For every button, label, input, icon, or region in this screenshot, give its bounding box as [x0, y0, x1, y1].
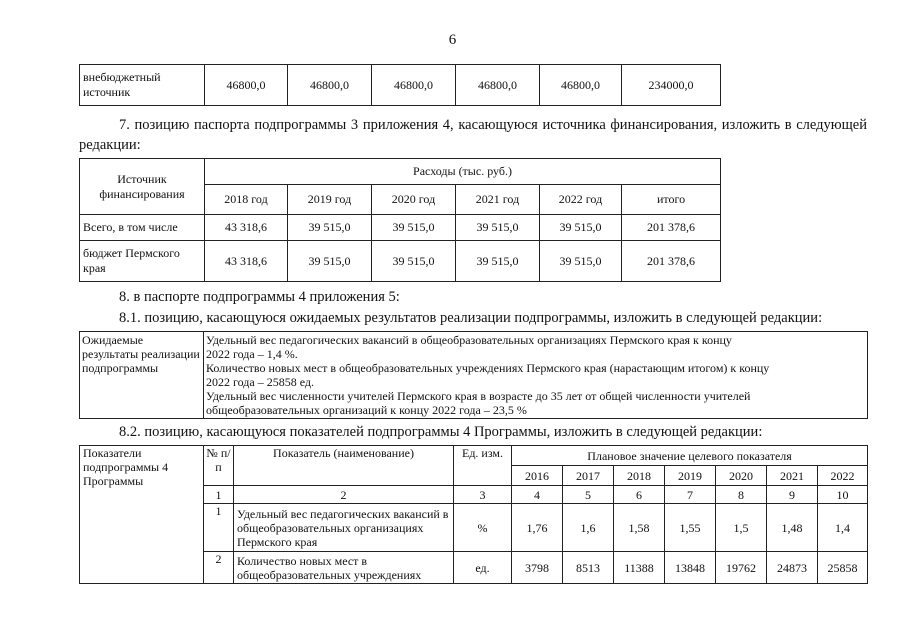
paragraph-7: 7. позицию паспорта подпрограммы 3 приложения 4, касающуюся источника финансирования, изложить в следующей редакции:: [79, 117, 867, 153]
table-cell: 39 515,0: [288, 241, 372, 282]
result-line: Количество новых мест в общеобразовательных учреждениях Пермского края (нарастающим итогом) к концу: [206, 361, 770, 375]
unit-cell: %: [454, 504, 512, 552]
header-year: 2019: [665, 466, 716, 486]
header-year: 2022: [818, 466, 868, 486]
table-cell: 39 515,0: [372, 215, 456, 241]
indicator-name: Количество новых мест в общеобразовательных учреждениях: [234, 552, 454, 584]
table-cell: 39 515,0: [456, 241, 540, 282]
row-label: внебюджетный источник: [80, 65, 205, 106]
table-cell: 234000,0: [622, 65, 721, 106]
table-cell: 39 515,0: [540, 241, 622, 282]
header-unit: Ед. изм.: [454, 446, 512, 486]
table-cell: 46800,0: [456, 65, 540, 106]
table-cell: 39 515,0: [456, 215, 540, 241]
table-cell: 19762: [716, 552, 767, 584]
column-number: 9: [767, 486, 818, 504]
header-plan: Плановое значение целевого показателя: [512, 446, 868, 466]
header-year: 2019 год: [288, 185, 372, 215]
result-line: Удельный вес педагогических вакансий в общеобразовательных организациях Пермского края к концу: [206, 333, 732, 347]
result-line: общеобразовательных организаций к концу 2022 года – 23,5 %: [206, 403, 527, 417]
table-cell: 1,76: [512, 504, 563, 552]
header-year: 2020 год: [372, 185, 456, 215]
result-line: 2022 года – 1,4 %.: [206, 347, 298, 361]
column-number: 6: [614, 486, 665, 504]
table-cell: 1,4: [818, 504, 868, 552]
header-indicators: Показатели подпрограммы 4 Программы: [80, 446, 204, 584]
expected-results-table: [79, 331, 868, 419]
row-label: бюджет Пермского края: [80, 241, 205, 282]
unit-cell: ед.: [454, 552, 512, 584]
row-number: 2: [204, 552, 234, 584]
table-cell: 1,5: [716, 504, 767, 552]
table-cell: 43 318,6: [205, 241, 288, 282]
paragraph-8-1: 8.1. позицию, касающуюся ожидаемых результатов реализации подпрограммы, изложить в следующей редакции:: [119, 310, 823, 326]
table-cell: 43 318,6: [205, 215, 288, 241]
table-cell: 3798: [512, 552, 563, 584]
column-number: 3: [454, 486, 512, 504]
header-total: итого: [622, 185, 721, 215]
paragraph-8-2: 8.2. позицию, касающуюся показателей подпрограммы 4 Программы, изложить в следующей редакции:: [119, 424, 763, 440]
row-label: Всего, в том числе: [80, 215, 205, 241]
header-num: № п/п: [204, 446, 234, 486]
table-cell: 1,58: [614, 504, 665, 552]
header-year: 2021 год: [456, 185, 540, 215]
header-year: 2016: [512, 466, 563, 486]
column-number: 8: [716, 486, 767, 504]
header-year: 2022 год: [540, 185, 622, 215]
header-source: Источник финансирования: [80, 159, 205, 215]
header-year: 2020: [716, 466, 767, 486]
column-number: 2: [234, 486, 454, 504]
column-number: 1: [204, 486, 234, 504]
table-cell: 46800,0: [288, 65, 372, 106]
header-year: 2018: [614, 466, 665, 486]
result-line: 2022 года – 25858 ед.: [206, 375, 314, 389]
table-cell: 1,55: [665, 504, 716, 552]
table-cell: 201 378,6: [622, 215, 721, 241]
header-year: 2017: [563, 466, 614, 486]
table-cell: 46800,0: [540, 65, 622, 106]
table-cell: 201 378,6: [622, 241, 721, 282]
result-line: Удельный вес численности учителей Пермского края в возрасте до 35 лет от общей численности учителей: [206, 389, 751, 403]
column-number: 4: [512, 486, 563, 504]
table-cell: 1,48: [767, 504, 818, 552]
header-year: 2021: [767, 466, 818, 486]
table-cell: 39 515,0: [288, 215, 372, 241]
expected-results-text: [204, 332, 868, 419]
table-cell: 8513: [563, 552, 614, 584]
expected-results-label: Ожидаемые результаты реализации подпрограммы: [80, 332, 204, 419]
table-cell: 25858: [818, 552, 868, 584]
paragraph-8: 8. в паспорте подпрограммы 4 приложения 5:: [119, 289, 400, 305]
table-row: [80, 65, 721, 106]
table-row: [80, 241, 721, 282]
row-number: 1: [204, 504, 234, 552]
funding-table-continuation: [79, 64, 721, 106]
indicators-table: [79, 445, 868, 584]
table-cell: 11388: [614, 552, 665, 584]
page-number: 6: [448, 32, 457, 48]
column-number: 5: [563, 486, 614, 504]
table-cell: 39 515,0: [372, 241, 456, 282]
financing-source-table: [79, 158, 721, 282]
header-name: Показатель (наименование): [234, 446, 454, 486]
header-year: 2018 год: [205, 185, 288, 215]
table-cell: 1,6: [563, 504, 614, 552]
header-expenses: Расходы (тыс. руб.): [205, 159, 721, 185]
table-cell: 39 515,0: [540, 215, 622, 241]
table-cell: 46800,0: [372, 65, 456, 106]
table-cell: 24873: [767, 552, 818, 584]
indicator-name: Удельный вес педагогических вакансий в общеобразовательных организациях Пермского края: [234, 504, 454, 552]
table-cell: 46800,0: [205, 65, 288, 106]
table-row: [80, 215, 721, 241]
column-number: 7: [665, 486, 716, 504]
column-number: 10: [818, 486, 868, 504]
table-cell: 13848: [665, 552, 716, 584]
